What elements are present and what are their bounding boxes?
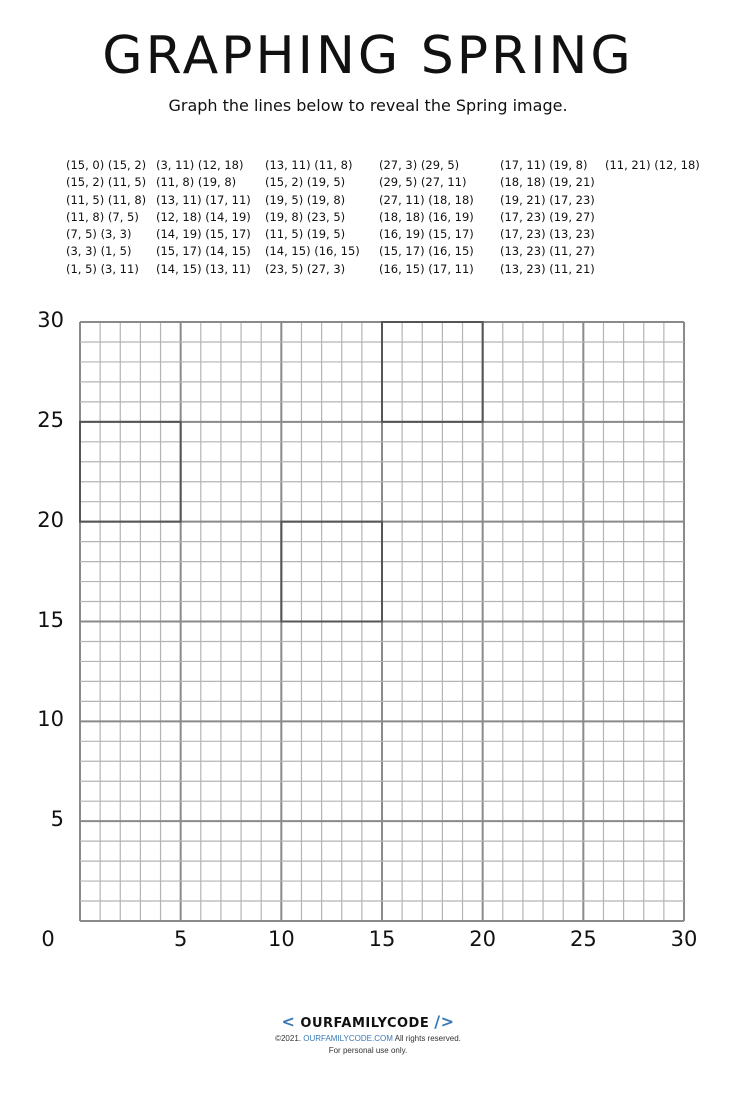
coordinate-pair: (14, 15) (13, 11) bbox=[156, 261, 251, 276]
copyright-prefix: ©2021. bbox=[275, 1034, 301, 1043]
coordinate-pair: (17, 23) (13, 23) bbox=[500, 227, 595, 242]
coordinate-pair: (1, 5) (3, 11) bbox=[66, 261, 139, 276]
logo-text: OURFAMILYCODE bbox=[300, 1016, 430, 1031]
coordinate-pair: (11, 8) (7, 5) bbox=[66, 209, 139, 224]
coordinate-pair: (3, 11) (12, 18) bbox=[156, 158, 244, 172]
x-axis-label: 10 bbox=[267, 927, 295, 951]
y-axis-label: 10 bbox=[37, 707, 64, 732]
coordinate-pair: (15, 17) (14, 15) bbox=[156, 244, 251, 259]
coordinate-pair: (13, 11) (11, 8) bbox=[265, 158, 353, 172]
copyright-url[interactable]: OURFAMILYCODE.COM bbox=[303, 1034, 393, 1043]
coordinate-pair: (19, 5) (19, 8) bbox=[265, 192, 346, 207]
x-axis-label: 30 bbox=[670, 927, 698, 951]
coordinate-pair: (27, 3) (29, 5) bbox=[379, 158, 460, 172]
coordinate-pair: (14, 15) (16, 15) bbox=[265, 244, 360, 259]
coordinate-pair: (18, 18) (19, 21) bbox=[500, 175, 595, 190]
logo-right-bracket: /> bbox=[434, 1012, 455, 1031]
coordinate-pair: (16, 19) (15, 17) bbox=[379, 227, 474, 242]
y-axis-label: 15 bbox=[37, 607, 64, 632]
coordinate-pair: (11, 8) (19, 8) bbox=[156, 175, 237, 190]
x-axis-label: 20 bbox=[469, 927, 497, 951]
coordinate-pair: (23, 5) (27, 3) bbox=[265, 261, 346, 276]
coordinate-pair: (17, 11) (19, 8) bbox=[500, 158, 588, 172]
coordinate-pair: (11, 5) (11, 8) bbox=[66, 192, 147, 207]
copyright-suffix: All rights reserved. bbox=[394, 1034, 461, 1043]
coordinate-pair: (15, 2) (19, 5) bbox=[265, 175, 346, 190]
x-axis-label: 0 bbox=[41, 927, 55, 951]
coordinate-pair: (19, 8) (23, 5) bbox=[265, 209, 346, 224]
personal-use-note: For personal use only. bbox=[328, 1046, 408, 1055]
coordinate-pair: (13, 23) (11, 21) bbox=[500, 261, 595, 276]
x-axis-label: 15 bbox=[368, 927, 396, 951]
page-title: GRAPHING SPRING bbox=[102, 26, 634, 86]
coordinate-pair: (16, 15) (17, 11) bbox=[379, 261, 474, 276]
coordinate-pair: (19, 21) (17, 23) bbox=[500, 192, 595, 207]
page-subtitle: Graph the lines below to reveal the Spring image. bbox=[168, 96, 568, 115]
coordinate-pair: (15, 2) (11, 5) bbox=[66, 175, 147, 190]
coordinate-pair: (13, 11) (17, 11) bbox=[156, 192, 251, 207]
coordinate-pair: (3, 3) (1, 5) bbox=[66, 244, 132, 259]
x-axis-label: 25 bbox=[569, 927, 597, 951]
coordinate-pair: (11, 5) (19, 5) bbox=[265, 227, 346, 242]
coordinate-pair: (15, 17) (16, 15) bbox=[379, 244, 474, 259]
coordinate-pair: (29, 5) (27, 11) bbox=[379, 175, 467, 190]
coordinate-pair: (15, 0) (15, 2) bbox=[66, 158, 147, 172]
coordinate-pair: (27, 11) (18, 18) bbox=[379, 192, 474, 207]
y-axis-label: 20 bbox=[37, 507, 64, 532]
y-axis-label: 30 bbox=[37, 308, 64, 332]
coordinate-pair: (11, 21) (12, 18) bbox=[605, 158, 700, 172]
coordinate-pair: (12, 18) (14, 19) bbox=[156, 209, 251, 224]
brand-logo bbox=[0, 1012, 736, 1031]
coordinate-pair: (18, 18) (16, 19) bbox=[379, 209, 474, 224]
coordinate-pair: (13, 23) (11, 27) bbox=[500, 244, 595, 259]
coordinate-pair: (17, 23) (19, 27) bbox=[500, 209, 595, 224]
logo-left-bracket: < bbox=[281, 1012, 296, 1031]
coordinate-pair: (7, 5) (3, 3) bbox=[66, 227, 132, 242]
copyright-line bbox=[0, 1034, 736, 1043]
y-axis-label: 25 bbox=[37, 407, 64, 432]
x-axis-label: 5 bbox=[173, 927, 188, 951]
y-axis-label: 5 bbox=[50, 807, 64, 832]
coordinate-pair: (14, 19) (15, 17) bbox=[156, 227, 251, 242]
